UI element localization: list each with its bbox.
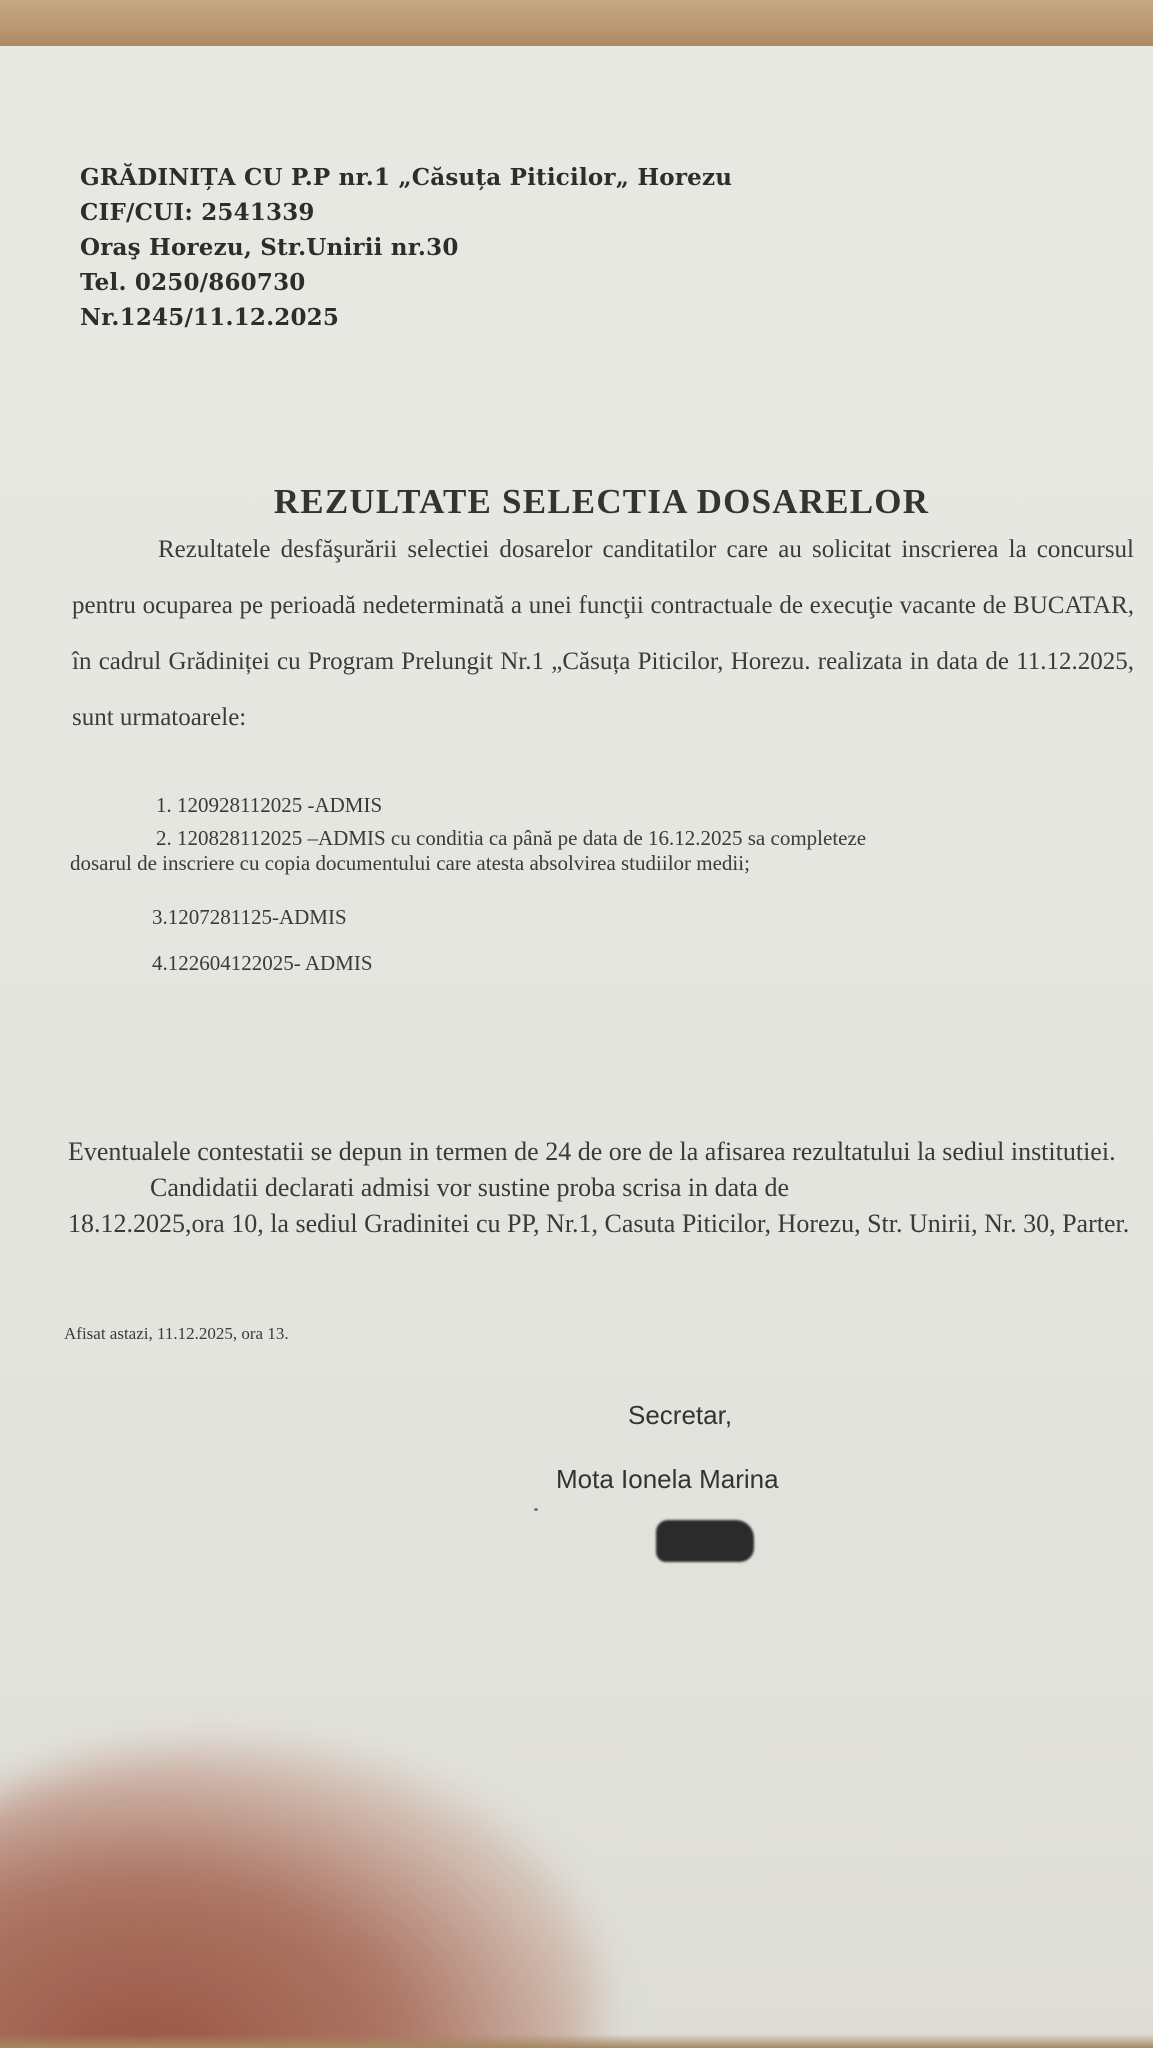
result-item-3: 3.1207281125-ADMIS bbox=[152, 905, 347, 929]
intro-paragraph: Rezultatele desfăşurării selectiei dosarelor canditatilor care au solicitat inscrierea la concursul pentru ocuparea pe perioadă nedeterminată a unei funcţii contractuale de execuţie vacante de BUCATAR, în cadrul Grădiniței cu Program Prelungit Nr.1 „Căsuța Piticilor, Horezu. realizata in data de 11.12.2025, sunt urmatoarele: bbox=[72, 536, 1134, 731]
result-item-1: 1. 120928112025 -ADMIS bbox=[156, 793, 383, 817]
institution-name: GRĂDINIȚA CU P.P nr.1 „Căsuța Piticilor„ Horezu bbox=[80, 164, 733, 191]
fiscal-code: CIF/CUI: 2541339 bbox=[80, 199, 315, 226]
posting-note: Afisat astazi, 11.12.2025, ora 13. bbox=[64, 1324, 289, 1343]
contestation-paragraph: Eventualele contestatii se depun in termen de 24 de ore de la afisarea rezultatului la sediul institutiei. bbox=[68, 1137, 1116, 1166]
wooden-table-bottom-edge bbox=[0, 2034, 1153, 2048]
signature-role: Secretar, bbox=[628, 1400, 733, 1430]
written-test-details: 18.12.2025,ora 10, la sediul Gradinitei cu PP, Nr.1, Casuta Piticilor, Horezu, Str. Unirii, Nr. 30, Parter. bbox=[68, 1209, 1130, 1238]
signer-name: Mota Ionela Marina bbox=[556, 1464, 779, 1494]
result-item-2-continuation: dosarul de inscriere cu copia documentului care atesta absolvirea studiilor medii; bbox=[70, 851, 750, 875]
institution-address: Oraş Horezu, Str.Unirii nr.30 bbox=[80, 234, 459, 261]
result-item-2: 2. 120828112025 –ADMIS cu conditia ca până pe data de 16.12.2025 sa completeze bbox=[156, 826, 867, 850]
written-test-paragraph: Candidatii declarati admisi vor sustine proba scrisa in data de bbox=[150, 1173, 789, 1202]
contestation-section bbox=[68, 1134, 1148, 1242]
document-page bbox=[0, 46, 1153, 2048]
institution-phone: Tel. 0250/860730 bbox=[80, 269, 306, 296]
ink-speck bbox=[534, 1508, 538, 1511]
registration-number: Nr.1245/11.12.2025 bbox=[80, 304, 340, 331]
document-title: REZULTATE SELECTIA DOSARELOR bbox=[273, 482, 930, 521]
result-item-4: 4.122604122025- ADMIS bbox=[152, 951, 373, 975]
wooden-table-top-edge bbox=[0, 0, 1153, 50]
institution-header bbox=[80, 160, 732, 335]
finger-blur-overlay bbox=[0, 1746, 600, 2048]
redacted-signature bbox=[656, 1520, 754, 1562]
